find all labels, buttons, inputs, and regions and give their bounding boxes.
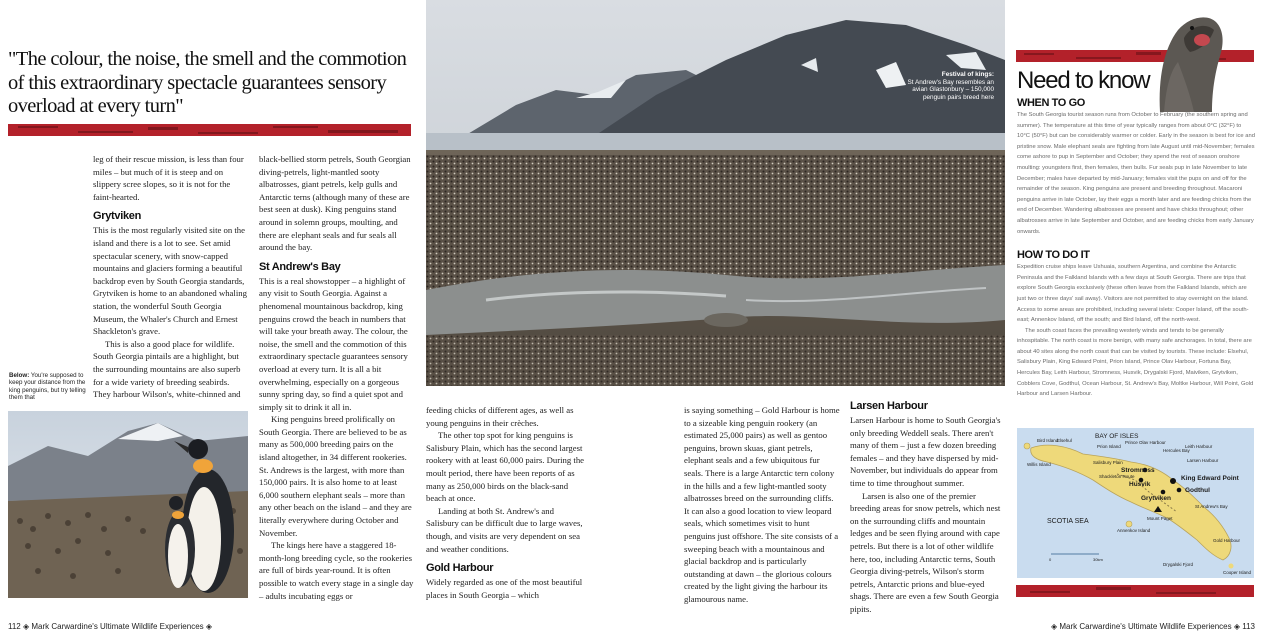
side-caption — [9, 372, 89, 402]
diamond-icon: ◈ — [1233, 622, 1240, 631]
map-label-gold-harbour: Gold Harbour — [1213, 538, 1241, 543]
paragraph: Landing at both St. Andrew's and Salisbury can be difficult due to large waves, though, and visits are very dependent on sea and weather conditions. — [426, 505, 583, 554]
how-to-do-it-text — [1017, 262, 1255, 400]
subheading-larsen-harbour: Larsen Harbour — [850, 400, 928, 412]
map-label-annenkov: Annenkov Island — [1117, 528, 1151, 533]
map-label-hercules: Hercules Bay — [1163, 448, 1190, 453]
paragraph: Larsen Harbour is home to South Georgia's only breeding Weddell seals. There aren't many of them – just a few dozen breeding females – and they have dispersed by mid-November, but individuals do appear from time to time throughout summer. — [850, 415, 1001, 488]
footer-title-right: Mark Carwardine's Ultimate Wildlife Experiences — [1059, 622, 1232, 631]
text-column-3 — [426, 404, 586, 601]
caption-label: Below: — [9, 372, 30, 379]
map-label-shackleton: Shackleton Route — [1099, 474, 1135, 479]
diamond-icon: ◈ — [205, 622, 213, 631]
map-label-willis-island: Willis Island — [1027, 462, 1051, 467]
map-scale-end: 30km — [1093, 557, 1103, 562]
paragraph: The South Georgia tourist season runs from October to February (the southern spring and summer). The temperature at this time of year typically ranges from about 0°C (32°F) to 10°C (50°F) but can be considerably warmer or colder. Early in the season is best for ice and pristine snow. Male elephant seals are fighting from late August until mid-November; females come ashore to pup in September and October; they spend the rest of season onshore moulting: youngsters first, then females, then bulls. Fur seals pup in late November to late December; males have departed by mid-January; females visit the pups on and off for the remainder of the season. King penguins are present and breeding throughout. Macaroni penguins arrive in late October, lay their eggs a month later and are feeding chicks from the end of December. Wandering albatrosses are present and have chicks throughout; other albatrosses arrive in late September and October, and are feeding chicks from early January onwards. — [1017, 112, 1255, 235]
map-label-larsen: Larsen Harbour — [1187, 458, 1219, 463]
paragraph: King penguins breed prolifically on South Georgia. There are believed to be as many as 500,000 breeding pairs on the island altogether, in 34 different rookeries. St. Andrews is the largest, with more than 150,000 pairs. It is also home to at least 6,000 southern elephant seals – more than any other beach on the island – and they are literally everywhere during October and November. — [259, 414, 412, 538]
photo-caption-text: St Andrew's Bay resembles an avian Glastonbury – 150,000 penguin pairs breed here — [907, 78, 994, 101]
paragraph: Larsen is also one of the premier breeding areas for snow petrels, which nest on the surrounding cliffs and mountain ledges and be seen flying around with cape petrels. But there is a lot of other wildlife here, too, including Antarctic terns, South Georgia diving-petrels, Wilson's storm petrels, Antarctic prions and blue-eyed shags. There are even a few South Georgia pipits. — [850, 490, 1001, 614]
map-label-bird-island: Bird Island — [1037, 438, 1059, 443]
south-georgia-map — [1017, 428, 1254, 578]
paragraph: The kings here have a staggered 18-month-long breeding cycle, so the rookeries are full of birds year-round. It is often possible to watch every stage in a single day – adults incubating eggs or — [259, 540, 414, 601]
text-column-5 — [850, 399, 1006, 616]
map-label-salisbury: Salisbury Plain — [1093, 460, 1123, 465]
kep-marker — [1170, 478, 1176, 484]
map-label-kep: King Edward Point — [1181, 475, 1239, 482]
paragraph: The south coast faces the prevailing westerly winds and tends to be generally inhospitable. The north coast is more benign, with many safe anchorages. In total, there are about 40 sites along the north coast that can be visited by tourists. These include: Elsehul, Salisbury Plain, King Edward Point, Prion Island, Prince Olav Harbour, Fortuna Bay, Hercules Bay, Leith Harbour, Stromness, Husvik, Drygalski Fjord, Maiviken, Grytviken, Cobblers Cove, Godthul, Ocean Harbour, St. Andrew's Bay, Moltke Harbour, Will Point, Gold Harbour and Larsen Harbour. — [1017, 327, 1254, 398]
godthul-marker — [1177, 488, 1182, 493]
map-label-prince-olav: Prince Olav Harbour — [1125, 440, 1166, 445]
when-to-go-heading: WHEN TO GO — [1017, 97, 1085, 109]
map-label-st-andrews: St Andrew's Bay — [1195, 504, 1228, 509]
map-label-husvik: Husvik — [1129, 481, 1151, 488]
diamond-icon: ◈ — [23, 622, 30, 631]
map-label-bay-of-isles: BAY OF ISLES — [1095, 433, 1139, 440]
subheading-gold-harbour: Gold Harbour — [426, 562, 494, 575]
subheading-grytviken: Grytviken — [93, 210, 142, 223]
map-label-grytviken: Grytviken — [1141, 495, 1171, 502]
paragraph: This is a real showstopper – a highlight of any visit to South Georgia. Against a phenomenal mountainous backdrop, king penguins crowd the beach in numbers that will take your breath away. The colour, the noise, the smell and the commotion of this extraordinary spectacle guarantees sensory overload at every turn. It is all a bit overwhelming, especially on a gorgeous sunny spring day, so find a quiet spot and simply sit to drink it all in. — [259, 275, 408, 412]
caption-text: You're supposed to keep your distance from the king penguins, but try telling them that — [9, 372, 86, 402]
map-label-prion-island: Prion Island — [1097, 444, 1121, 449]
pull-quote: "The colour, the noise, the smell and the commotion of this extraordinary spectacle guarantees sensory overload at every turn" — [8, 48, 407, 117]
map-scale-start: 0 — [1049, 557, 1052, 562]
paragraph: Widely regarded as one of the most beautiful places in South Georgia – which — [426, 577, 583, 600]
paragraph: leg of their rescue mission, is less than four miles – but much of it is steep and on slippery scree slopes, so it is not for the faint-hearted. — [93, 154, 244, 202]
paragraph: The other top spot for king penguins is Salisbury Plain, which has the second largest rookery with at least 60,000 pairs. During the moult period, there have been reports of as many as 250,000 birds on the black-sand beach at once. — [426, 430, 585, 504]
map-label-drygalski: Drygalski Fjord — [1163, 562, 1194, 567]
map-label-elsehul: Elsehul — [1057, 438, 1072, 443]
map-label-godthul: Godthul — [1185, 487, 1210, 494]
map-label-mount-paget: Mount Paget — [1147, 516, 1173, 521]
paragraph: This is also a good place for wildlife. South Georgia pintails are a highlight, but the surrounding mountains are also superb for a wide variety of breeding seabirds. They harbour Wilson's, white-chinned and — [93, 338, 241, 400]
paragraph: black-bellied storm petrels, South Georgian diving-petrels, light-mantled sooty albatrosses, giant petrels, kelp gulls and Antarctic terns (although many of these are best seen at dusk). King penguins stand around in solemn groups, moulting, and there are elephant seals and fur seals all around the bay. — [259, 154, 411, 253]
red-decorative-bar-left — [8, 124, 411, 136]
king-penguin-photo — [8, 411, 248, 598]
paragraph: This is the most regularly visited site on the island and there is a lot to see. Set amid spectacular scenery, with snow-capped mountains and glaciers forming a beautiful backdrop even by South Georgia standards, Grytviken is home to an abandoned whaling station, the wonderful South Georgia Museum, the Whaler's Church and Ernest Shackleton's grave. — [93, 225, 247, 337]
map-label-cooper: Cooper Island — [1223, 570, 1252, 575]
need-to-know-title: Need to know — [1017, 67, 1150, 94]
photo-caption — [906, 71, 994, 101]
footer-title-left: Mark Carwardine's Ultimate Wildlife Experiences — [31, 622, 204, 631]
map-label-leith: Leith Harbour — [1185, 444, 1213, 449]
map-label-scotia-sea: SCOTIA SEA — [1047, 518, 1089, 525]
how-to-do-it-heading: HOW TO DO IT — [1017, 249, 1090, 262]
need-to-know-content — [1017, 97, 1255, 400]
text-column-4 — [684, 404, 840, 606]
subheading-st-andrews-bay: St Andrew's Bay — [259, 260, 341, 273]
map-label-stromness: Stromness — [1121, 467, 1155, 474]
st-andrews-bay-photo — [426, 0, 1005, 386]
when-to-go-text — [1017, 110, 1255, 237]
paragraph: feeding chicks of different ages, as well as young penguins in their crèches. — [426, 405, 574, 428]
paragraph: Expedition cruise ships leave Ushuaia, southern Argentina, and combine the Antarctic Peninsula and the Falkland Islands with a few days at South Georgia. There are trips that explore South Georgia exclusively (these often leave from the Falkland Islands, which are just two or three days' sail away). Visitors are not permitted to stay overnight on the island. Access to some areas are prohibited, including several islets: Cooper Island, off the south-east; Annenkov Island, off the south; and Bird Island, off the north-west. — [1017, 264, 1249, 324]
footer-right — [1030, 622, 1255, 632]
page-number-left: 112 — [8, 622, 21, 631]
text-column-2 — [259, 153, 415, 602]
page-number-right: 113 — [1242, 622, 1255, 631]
text-column-1 — [93, 153, 247, 401]
red-decorative-bar-bottom — [1016, 585, 1254, 597]
photo-caption-label: Festival of kings: — [941, 71, 994, 78]
diamond-icon: ◈ — [1050, 622, 1058, 631]
paragraph: is saying something – Gold Harbour is home to a sizeable king penguin rookery (an estimated 25,000 pairs) as well as gentoo penguins, brown skuas, giant petrels, elephant seals and a few ubiquitous fur seals. There is a large Antarctic tern colony in the hills and a few light-mantled sooty albatrosses breed on the surrounding cliffs. It can also a good location to view leopard seals, which sometimes visit to hunt penguins just offshore. The site consists of a sweeping beach with a mountainous and glacial backdrop and is particularly outstanding at dawn – the glorious colours created by the light giving the harbour its glamourous name. — [684, 405, 840, 604]
grytviken-marker — [1161, 490, 1166, 495]
footer-left — [8, 622, 308, 632]
